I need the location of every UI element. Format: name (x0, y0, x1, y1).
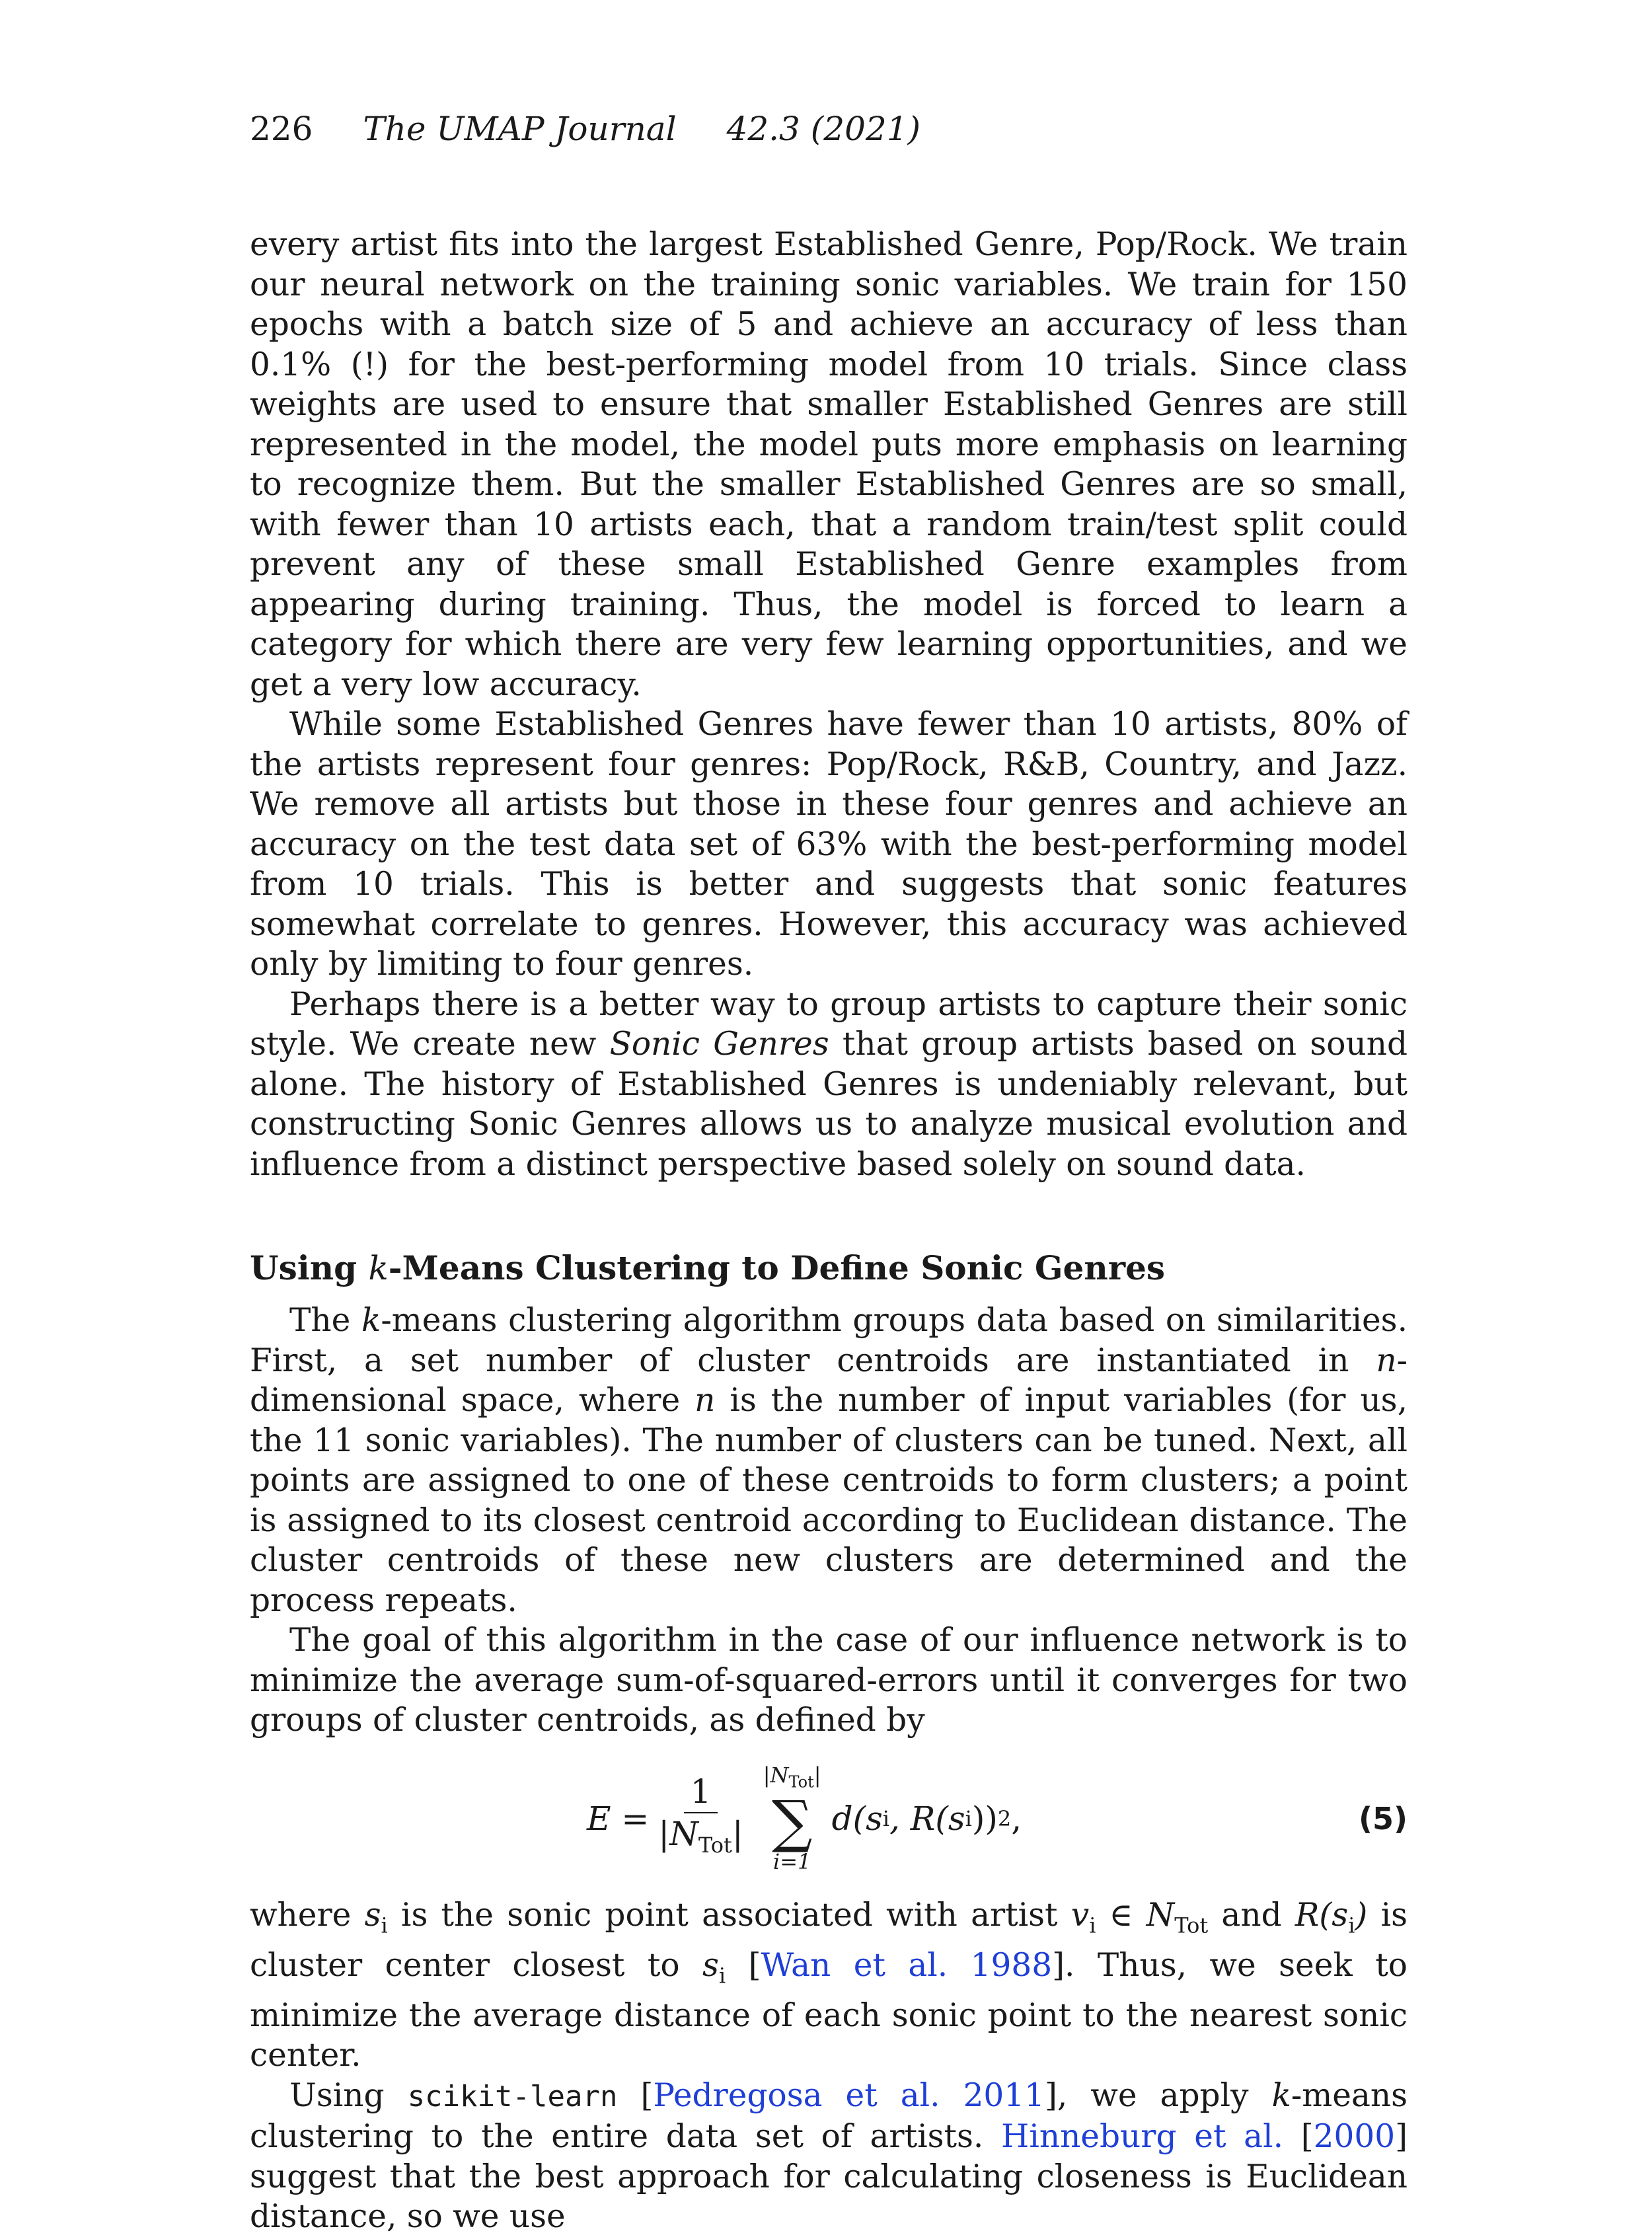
paragraph-7: Using scikit-learn [Pedregosa et al. 2011], we apply k-means clustering to the entire data set of artists. Hinneburg et al. [2000] suggest that the best approach for calculating closeness is Euclidean distance, so we use (250, 2076, 1408, 2236)
paragraph-6: where $s_i$ is the sonic point associated with artist $v_i$ ∈ $N_{Tot}$ and $R(s_i)$ is cluster center closest to $s_i$ [Wan et al. 1988]. Thus, we seek to minimize the average distance of each sonic point to the nearest sonic center. (250, 1896, 1408, 2074)
code-scikit-learn: scikit-learn (407, 2079, 618, 2113)
paragraph-1: every artist fits into the largest Established Genre, Pop/Rock. We train our neural network on the training sonic variables. We train for 150 epochs with a batch size of 5 and achieve an accuracy of less than 0.1% (!) for the best-performing model from 10 trials. Since class weights are used to ensure that smaller Established Genres are still represented in the model, the model puts more emphasis on learning to recognize them. But the smaller Established Genres are so small, with fewer than 10 artists each, that a random train/test split could prevent any of these small Established Genre examples from appearing during training. Thus, the model is forced to learn a category for which there are very few learning opportunities, and we get a very low accuracy. (250, 226, 1408, 703)
journal-issue: 42.3 (2021) (726, 110, 921, 148)
equation-number: (5) (1358, 1800, 1408, 1837)
citation-wan-1988[interactable]: Wan et al. 1988 (761, 1946, 1053, 1984)
paragraph-4: The k-means clustering algorithm groups data based on similarities. First, a set number of cluster centroids are instantiated in n-dimensional space, where n is the number of input variables (for us, the 11 sonic variables). The number of clusters can be tuned. Next, all points are assigned to one of these centroids to form clusters; a point is assigned to its closest centroid according to Euclidean distance. The cluster centroids of these new clusters are determined and the process repeats. (250, 1302, 1408, 1619)
summation-symbol: $|N_{Tot}|$ ∑ i=1 (763, 1763, 821, 1874)
running-header (250, 106, 920, 152)
equation-fraction: $\frac{1}{|N_{Tot}|}$ (658, 1772, 743, 1858)
journal-title: The UMAP Journal (363, 110, 677, 148)
equation-5 (250, 1753, 1408, 1885)
paragraph-3: Perhaps there is a better way to group artists to capture their sonic style. We create new Sonic Genres that group artists based on sound alone. The history of Established Genres is undeniably relevant, but constructing Sonic Genres allows us to analyze musical evolution and influence from a distinct perspective based solely on sound data. (250, 985, 1408, 1183)
citation-hinneburg-year[interactable]: 2000 (1313, 2118, 1396, 2156)
equation-body: E = $\frac{1}{|N_{Tot}|}$ $|N_{Tot}|$ ∑ i=1 d (s i , R(s i )) 2 , (587, 1763, 1022, 1874)
page-number: 226 (250, 110, 313, 148)
body-column (250, 225, 1408, 2237)
paragraph-5: The goal of this algorithm in the case of our influence network is to minimize the average sum-of-squared-errors until it converges for two groups of cluster centroids, as defined by (250, 1622, 1408, 1739)
paragraph-2: While some Established Genres have fewer than 10 artists, 80% of the artists represent four genres: Pop/Rock, R&B, Country, and Jazz. We remove all artists but those in these four genres and achieve an accuracy on the test data set of 63% with the best-performing model from 10 trials. This is better and suggests that sonic features somewhat correlate to genres. However, this accuracy was achieved only by limiting to four genres. (250, 706, 1408, 983)
sonic-genres-term: Sonic Genres (609, 1026, 829, 1063)
citation-pedregosa-2011[interactable]: Pedregosa et al. 2011 (653, 2076, 1045, 2114)
citation-hinneburg[interactable]: Hinneburg et al. (1001, 2118, 1283, 2156)
section-heading: Using k-Means Clustering to Define Sonic Genres (250, 1248, 1166, 1287)
